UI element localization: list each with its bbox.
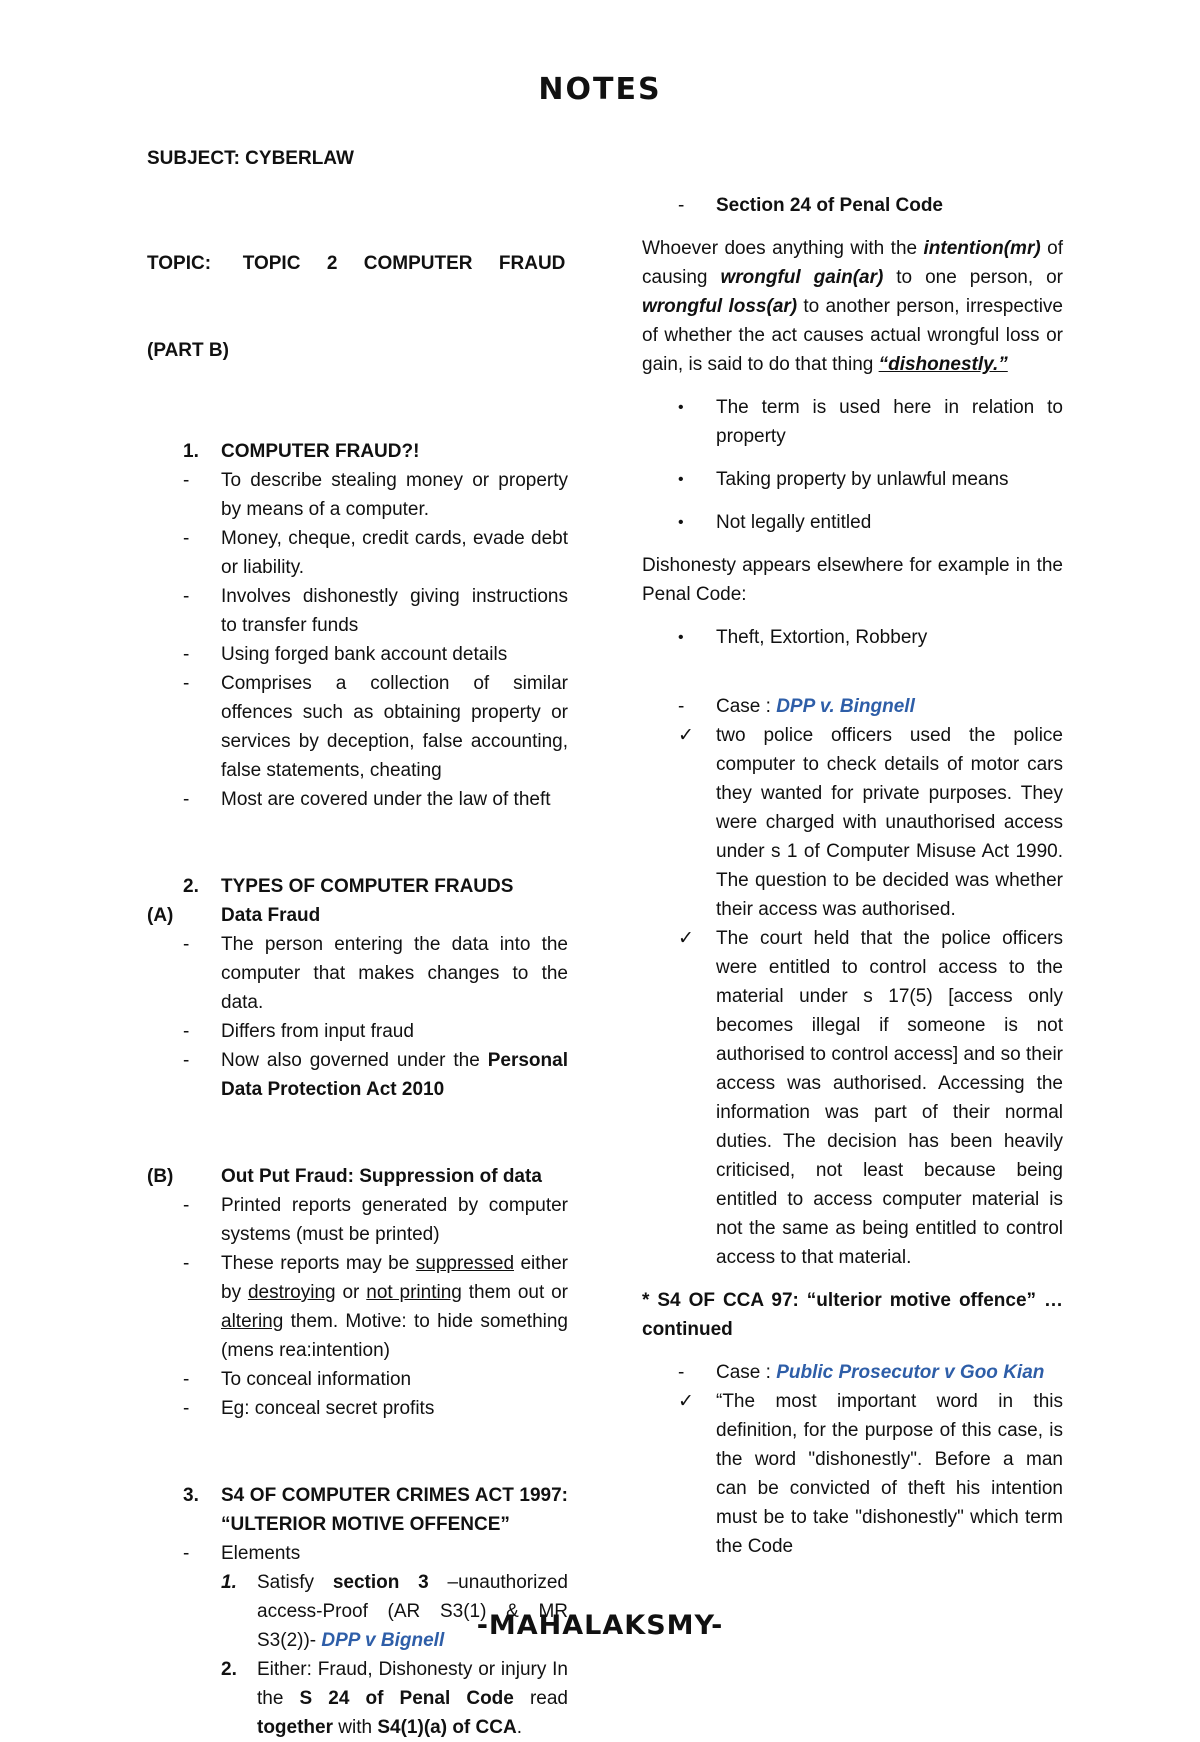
case-2-heading: - Case : Public Prosecutor v Goo Kian: [642, 1358, 1063, 1387]
s4-continued-heading: * S4 OF CCA 97: “ulterior motive offence” … continued: [642, 1290, 1063, 1340]
bullet-icon: •: [678, 629, 684, 646]
subsection-a-heading: [147, 901, 568, 930]
list-item: - Elements: [147, 1539, 568, 1568]
subsection-b-mark: (B): [147, 1166, 174, 1187]
right-column: [642, 191, 1063, 1561]
dash-icon: -: [183, 673, 190, 694]
dash-icon: -: [183, 586, 190, 607]
list-item: - Differs from input fraud: [147, 1017, 568, 1046]
dash-icon: -: [183, 1050, 190, 1071]
list-item: ✓ two police officers used the police computer to check details of motor cars they wanted for private purposes. They were charged with unauthorised access under s 1 of Computer Misuse Act 1990. The question to be decided was whether their access was authorised.: [642, 721, 1063, 924]
element-1: 1. Satisfy section 3 –unauthorized access-Proof (AR S3(1) & MR S3(2))- DPP v Bignell: [147, 1568, 568, 1655]
dishonesty-paragraph: Dishonesty appears elsewhere for example in the Penal Code:: [642, 555, 1063, 605]
dash-icon: -: [183, 1253, 190, 1274]
subject-line: SUBJECT: CYBERLAW: [147, 148, 354, 169]
section-1-heading: [147, 437, 568, 466]
left-column: [147, 191, 568, 1742]
case-link: DPP v Bignell: [321, 1630, 445, 1651]
dash-icon: -: [183, 1543, 190, 1564]
list-item: • Theft, Extortion, Robbery: [642, 623, 1063, 652]
section-3-number: 3.: [183, 1485, 199, 1506]
list-item: • Not legally entitled: [642, 508, 1063, 537]
subsection-b-heading: [147, 1162, 568, 1191]
section-2-heading: [147, 872, 568, 901]
list-item: - Money, cheque, credit cards, evade debt or liability.: [147, 524, 568, 582]
subsection-a-mark: (A): [147, 905, 174, 926]
section-1-title: COMPUTER FRAUD?!: [221, 441, 420, 462]
dash-icon: -: [678, 195, 685, 216]
section-24-heading: - Section 24 of Penal Code: [642, 191, 1063, 220]
page-title: NOTES: [538, 72, 662, 107]
list-item: • The term is used here in relation to property: [642, 393, 1063, 451]
dash-icon: -: [183, 1369, 190, 1390]
dash-icon: -: [183, 528, 190, 549]
bullet-icon: •: [678, 514, 684, 531]
check-icon: ✓: [678, 725, 694, 746]
dash-icon: -: [678, 696, 685, 717]
dash-icon: -: [183, 470, 190, 491]
list-item: ✓ The court held that the police officers were entitled to control access to the material under s 17(5) [access only becomes illegal if someone is not authorised to control access] and so their access was authorised. Accessing the information was part of their normal duties. The decision has been heavily criticised, not least because being entitled to access computer material is not the same as being entitled to control access to that material.: [642, 924, 1063, 1272]
dash-icon: -: [183, 1398, 190, 1419]
subsection-a-title: Data Fraud: [221, 905, 321, 926]
list-item: - Now also governed under the Personal Data Protection Act 2010: [147, 1046, 568, 1104]
check-icon: ✓: [678, 1391, 694, 1412]
list-item: - Involves dishonestly giving instructions to transfer funds: [147, 582, 568, 640]
list-item: - Most are covered under the law of theft: [147, 785, 568, 814]
dash-icon: -: [183, 1021, 190, 1042]
section-2-number: 2.: [183, 876, 199, 897]
dash-icon: -: [183, 934, 190, 955]
bullet-icon: •: [678, 471, 684, 488]
topic-line-2: (PART B): [147, 340, 229, 361]
list-item: - Printed reports generated by computer systems (must be printed): [147, 1191, 568, 1249]
subsection-b-title: Out Put Fraud: Suppression of data: [221, 1166, 542, 1187]
definition-paragraph: Whoever does anything with the intention(mr) of causing wrongful gain(ar) to one person, or wrongful loss(ar) to another person, irrespective of whether the act causes actual wrongful loss or gain, is said to do that thing “dishonestly.”: [642, 238, 1063, 375]
section-3-title: S4 OF COMPUTER CRIMES ACT 1997: “ULTERIOR MOTIVE OFFENCE”: [221, 1485, 568, 1535]
footer-author: -MAHALAKSMY-: [476, 1610, 724, 1641]
topic-line: [147, 191, 568, 423]
case-link: DPP v. Bingnell: [776, 696, 915, 717]
list-item: - To conceal information: [147, 1365, 568, 1394]
list-item: • Taking property by unlawful means: [642, 465, 1063, 494]
list-item: - These reports may be suppressed either by destroying or not printing them out or altering them. Motive: to hide something (mens rea:intention): [147, 1249, 568, 1365]
list-item: - Using forged bank account details: [147, 640, 568, 669]
element-2: 2. Either: Fraud, Dishonesty or injury In the S 24 of Penal Code read together with S4(1)(a) of CCA.: [147, 1655, 568, 1742]
section-2-title: TYPES OF COMPUTER FRAUDS: [221, 876, 514, 897]
list-item: - Eg: conceal secret profits: [147, 1394, 568, 1423]
bullet-icon: •: [678, 399, 684, 416]
section-1-number: 1.: [183, 441, 199, 462]
dash-icon: -: [183, 644, 190, 665]
element-1-number: 1.: [221, 1572, 237, 1593]
section-3-heading: [147, 1481, 568, 1539]
case-link: Public Prosecutor v Goo Kian: [776, 1362, 1045, 1383]
list-item: ✓ “The most important word in this definition, for the purpose of this case, is the word "dishonestly". Before a man can be convicted of theft his intention must be to take "dishonestly" which term the Code: [642, 1387, 1063, 1561]
list-item: - To describe stealing money or property by means of a computer.: [147, 466, 568, 524]
check-icon: ✓: [678, 928, 694, 949]
element-2-number: 2.: [221, 1659, 237, 1680]
list-item: - Comprises a collection of similar offences such as obtaining property or services by deception, false accounting, false statements, cheating: [147, 669, 568, 785]
topic-line-1: TOPIC: TOPIC 2 COMPUTER FRAUD: [147, 253, 566, 274]
list-item: - The person entering the data into the computer that makes changes to the data.: [147, 930, 568, 1017]
case-1-heading: - Case : DPP v. Bingnell: [642, 692, 1063, 721]
dash-icon: -: [183, 1195, 190, 1216]
dash-icon: -: [678, 1362, 685, 1383]
dash-icon: -: [183, 789, 190, 810]
